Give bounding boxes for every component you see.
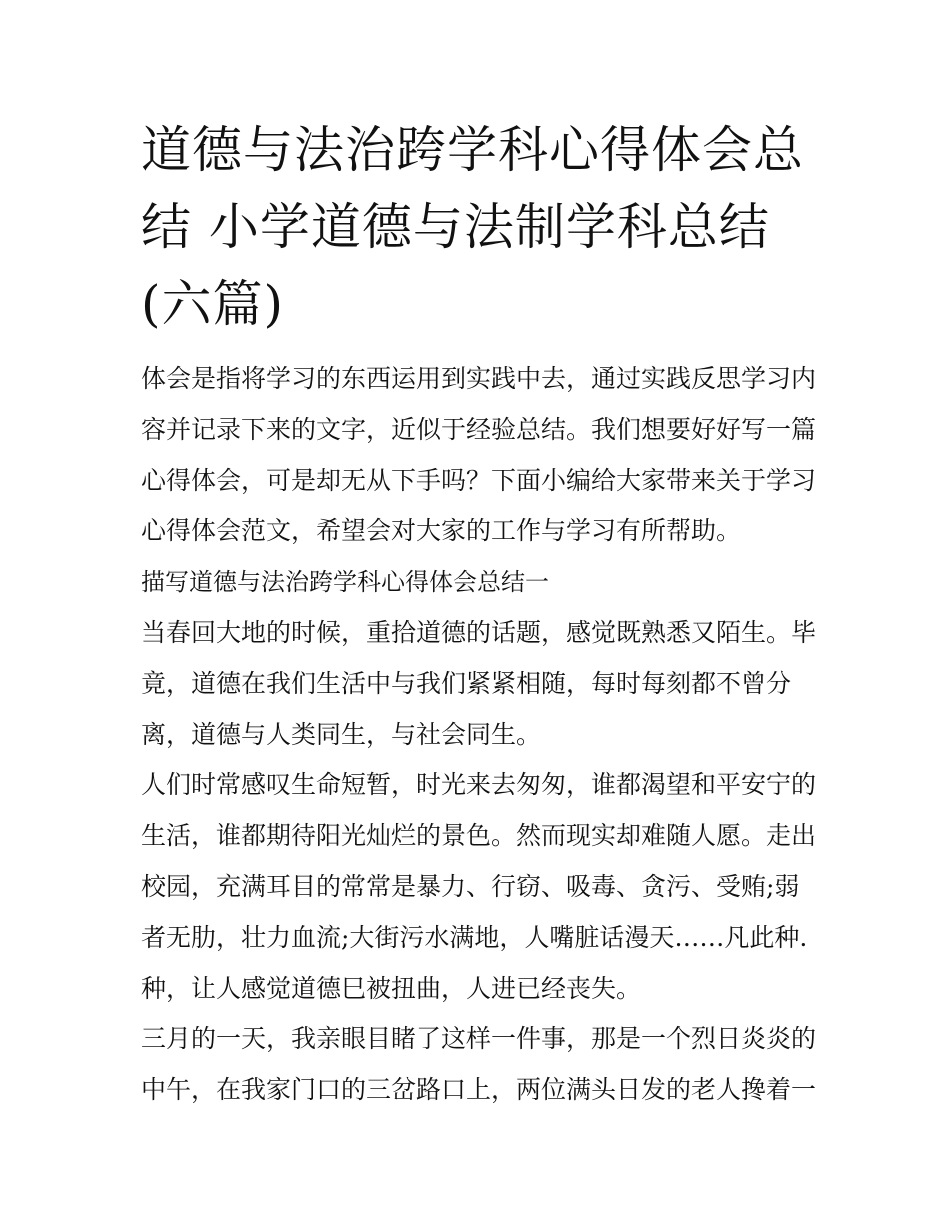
- text-line: 心得体会，可是却无从下手吗？下面小编给大家带来关于学习: [141, 465, 817, 495]
- title-line: 结 小学道德与法制学科总结: [141, 198, 770, 256]
- paragraph: [141, 608, 821, 760]
- text-line: 容并记录下来的文字，近似于经验总结。我们想要好好写一篇: [141, 414, 817, 444]
- title-line: (六篇): [141, 275, 285, 333]
- page-title: [141, 112, 821, 343]
- text-line: 中午，在我家门口的三岔路口上，两位满头日发的老人搀着一: [141, 1075, 817, 1105]
- title-line: 道德与法治跨学科心得体会总: [141, 121, 804, 179]
- text-line: 三月的一天，我亲眼目睹了这样一件事，那是一个烈日炎炎的: [141, 1024, 817, 1054]
- text-line: 当春回大地的时候，重拾道德的话题，感觉既熟悉又陌生。毕: [141, 617, 817, 647]
- text-line: 者无肋，壮力血流;大街污水满地，人嘴脏话漫天……凡此种.: [141, 922, 808, 952]
- intro-paragraph: [141, 354, 821, 557]
- paragraph: [141, 1014, 821, 1116]
- text-line: 生活，谁都期待阳光灿烂的景色。然而现实却难随人愿。走出: [141, 821, 817, 851]
- paragraph: [141, 760, 821, 1014]
- text-line: 竟，道德在我们生活中与我们紧紧相随，每时每刻都不曾分: [141, 668, 792, 698]
- text-line: 离，道德与人类同生，与社会同生。: [141, 719, 542, 749]
- section-heading-text: 描写道德与法治跨学科心得体会总结一: [141, 568, 549, 597]
- text-line: 种，让人感觉道德巳被扭曲，人进已经丧失。: [141, 973, 642, 1003]
- body-text: [141, 354, 821, 1116]
- section-heading: [141, 557, 821, 608]
- text-line: 校园，充满耳目的常常是暴力、行窃、吸毒、贪污、受贿;弱: [141, 871, 800, 901]
- text-line: 心得体会范文，希望会对大家的工作与学习有所帮助。: [141, 516, 742, 546]
- text-line: 人们时常感叹生命短暂，时光来去匆匆，谁都渴望和平安宁的: [141, 770, 817, 800]
- text-line: 体会是指将学习的东西运用到实践中去，通过实践反思学习内: [141, 364, 817, 393]
